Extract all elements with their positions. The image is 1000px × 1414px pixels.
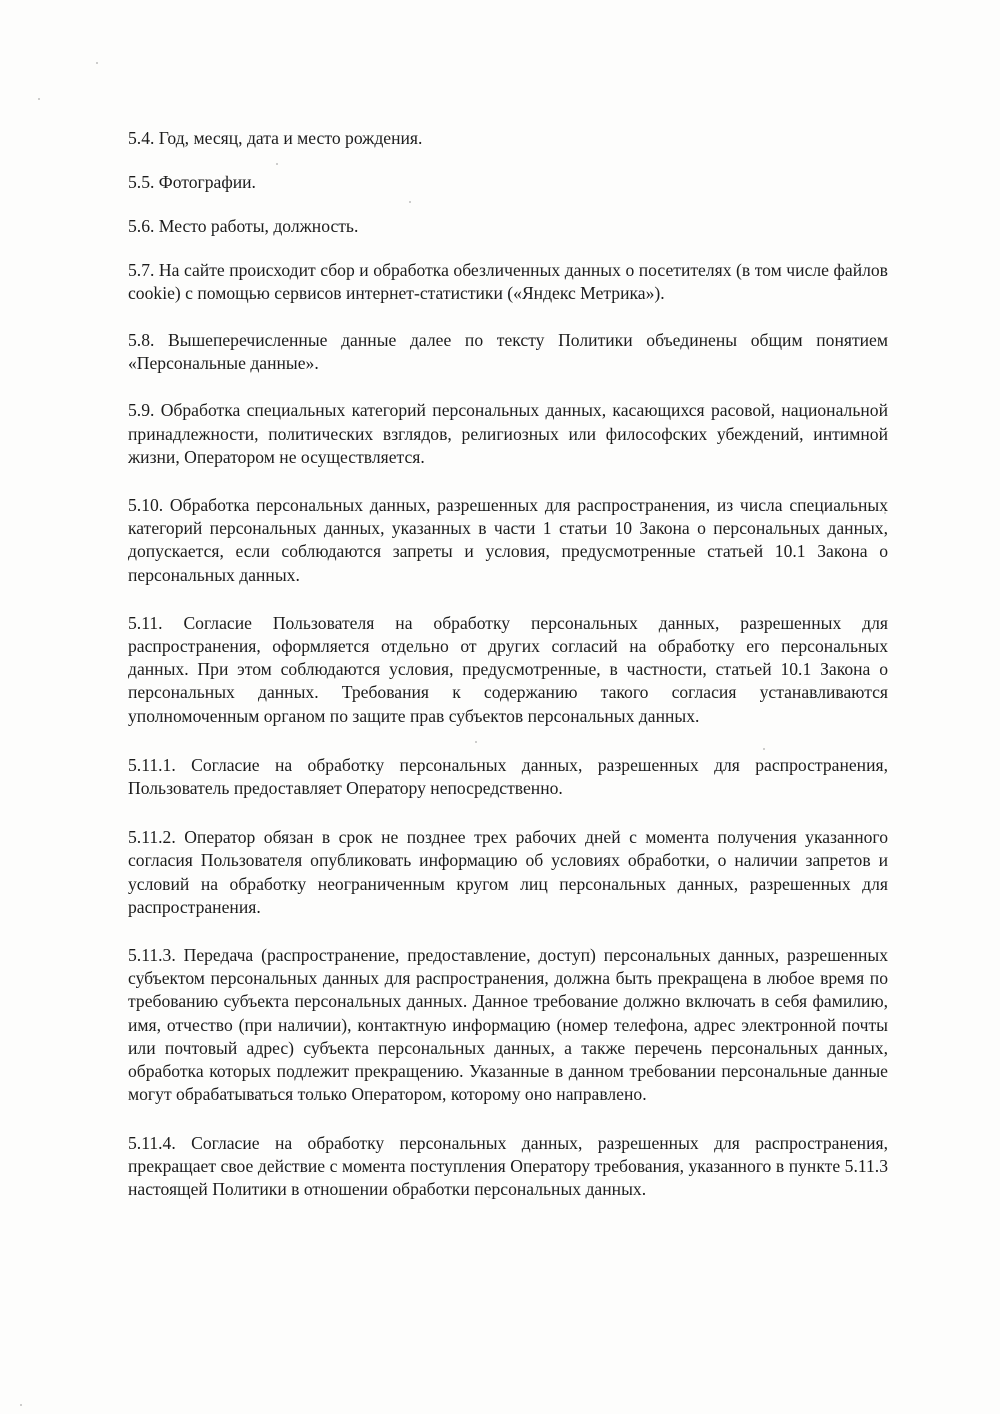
- paragraph-5-10: 5.10. Обработка персональных данных, разрешенных для распространения, из числа специальных категорий персональных данных, указанных в части 1 статьи 10 Закона о персональных данных, допускается, если соблюдаются запреты и условия, предусмотренные статьей 10.1 Закона о персональных данных.: [128, 495, 888, 585]
- paragraph-5-9: 5.9. Обработка специальных категорий персональных данных, касающихся расовой, национальной принадлежности, политических взглядов, религиозных или философских убеждений, интимной жизни, Оператором не осуществляется.: [128, 400, 888, 467]
- paragraph-5-7: 5.7. На сайте происходит сбор и обработка обезличенных данных о посетителях (в том числе файлов cookie) с помощью сервисов интернет-статистики («Яндекс Метрика»).: [128, 259, 888, 303]
- document-body: [128, 122, 888, 1201]
- paragraph-5-6: 5.6. Место работы, должность.: [128, 216, 359, 237]
- paragraph-5-8: 5.8. Вышеперечисленные данные далее по тексту Политики объединены общим понятием «Персональные данные».: [128, 330, 888, 374]
- paragraph-5-11-4: 5.11.4. Согласие на обработку персональных данных, разрешенных для распространения, прекращает свое действие с момента поступления Оператору требования, указанного в пункте 5.11.3 настоящей Политики в отношении обработки персональных данных.: [128, 1132, 888, 1199]
- paragraph-5-11-1: 5.11.1. Согласие на обработку персональных данных, разрешенных для распространения, Пользователь предоставляет Оператору непосредственно.: [128, 754, 888, 799]
- scan-speck: [96, 62, 98, 64]
- paragraph-5-11-2: 5.11.2. Оператор обязан в срок не позднее трех рабочих дней с момента получения указанного согласия Пользователя опубликовать информацию об условиях обработки, о наличии запретов и условий на обработку неограниченным кругом лиц персональных данных, разрешенных для распространения.: [128, 827, 888, 917]
- paragraph-5-11-3: 5.11.3. Передача (распространение, предоставление, доступ) персональных данных, разрешенных субъектом персональных данных для распространения, должна быть прекращена в любое время по требованию субъекта персональных данных. Данное требование должно включать в себя фамилию, имя, отчество (при наличии), контактную информацию (номер телефона, адрес электронной почты или почтовый адрес) субъекта персональных данных, а также перечень персональных данных, обработка которых подлежит прекращению. Указанные в данном требовании персональные данные могут обрабатываться только Оператором, которому оно направлено.: [128, 945, 888, 1105]
- paragraph-5-11: 5.11. Согласие Пользователя на обработку персональных данных, разрешенных для распространения, оформляется отдельно от других согласий на обработку его персональных данных. При этом соблюдаются условия, предусмотренные, в частности, статьей 10.1 Закона о персональных данных. Требования к содержанию такого согласия устанавливаются уполномоченным органом по защите прав субъектов персональных данных.: [128, 612, 888, 726]
- scan-speck: [38, 98, 40, 100]
- paragraph-5-5: 5.5. Фотографии.: [128, 172, 256, 193]
- paragraph-5-4: 5.4. Год, месяц, дата и место рождения.: [128, 128, 423, 148]
- scan-speck: [20, 1404, 22, 1406]
